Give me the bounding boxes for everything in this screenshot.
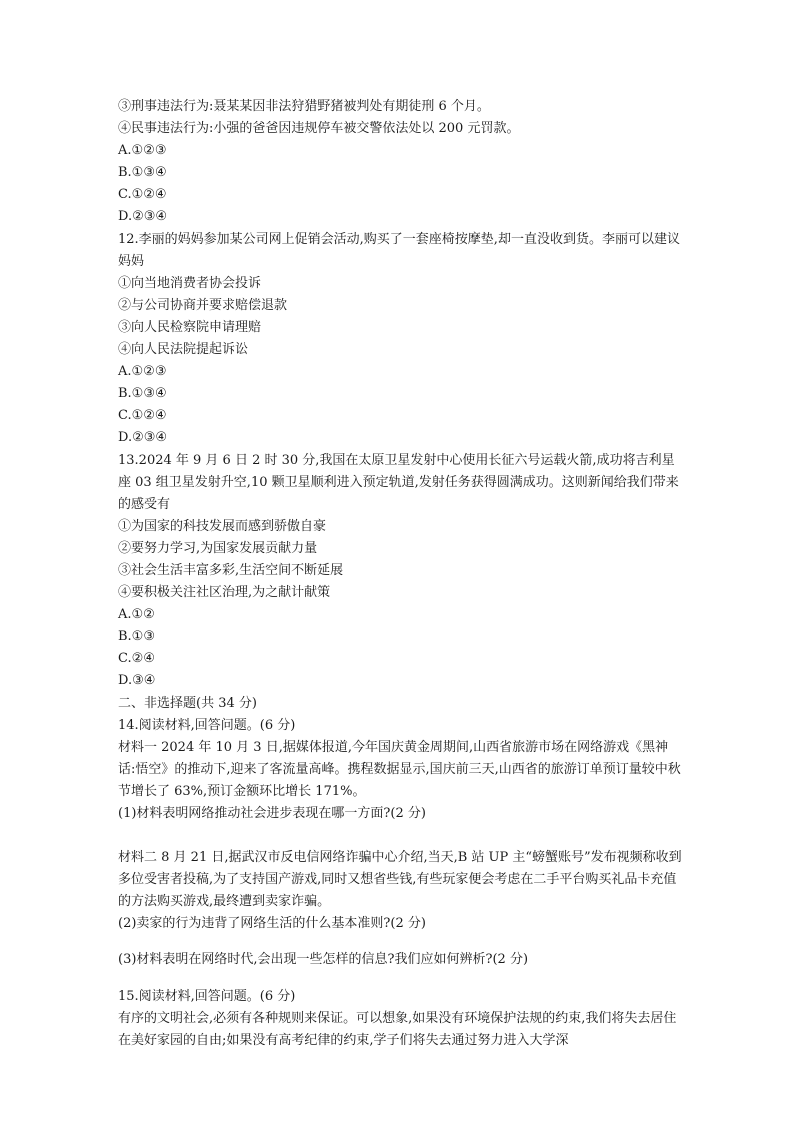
q11-option-a: A.①②③ bbox=[118, 143, 167, 159]
q13-option-b: B.①③ bbox=[118, 629, 155, 645]
q12-stem: 12.李丽的妈妈参加某公司网上促销会活动,购买了一套座椅按摩垫,却一直没收到货。李丽可以建议妈妈 bbox=[118, 231, 680, 269]
q12-option-c: C.①②④ bbox=[118, 408, 167, 424]
answer-space bbox=[118, 825, 684, 847]
q11-option-c: C.①②④ bbox=[118, 187, 167, 203]
q12-option-a: A.①②③ bbox=[118, 364, 167, 380]
q13-item-3: ③社会生活丰富多彩,生活空间不断延展 bbox=[118, 562, 344, 578]
q14-sub2: (2)卖家的行为违背了网络生活的什么基本准则?(2 分) bbox=[118, 916, 426, 932]
q11-option-d: D.②③④ bbox=[118, 209, 168, 225]
q14-sub1: (1)材料表明网络推动社会进步表现在哪一方面?(2 分) bbox=[118, 806, 426, 821]
q14-stem: 14.阅读材料,回答问题。(6 分) bbox=[118, 717, 296, 733]
q12-item-4: ④向人民法院提起诉讼 bbox=[118, 342, 249, 358]
q13-item-2: ②要努力学习,为国家发展贡献力量 bbox=[118, 540, 318, 556]
answer-space bbox=[118, 972, 684, 986]
q13-option-d: D.③④ bbox=[118, 673, 156, 689]
q15-stem: 15.阅读材料,回答问题。(6 分) bbox=[118, 988, 296, 1004]
q11-item-4: ④民事违法行为:小强的爸爸因违规停车被交警依法处以 200 元罚款。 bbox=[118, 121, 520, 137]
q13-option-a: A.①② bbox=[118, 607, 155, 623]
exam-page bbox=[118, 96, 684, 1052]
q13-option-c: C.②④ bbox=[118, 651, 155, 667]
q12-item-3: ③向人民检察院申请理赔 bbox=[118, 319, 262, 335]
q11-item-3: ③刑事违法行为:聂某某因非法狩猎野猪被判处有期徒刑 6 个月。 bbox=[118, 99, 490, 114]
q12-option-d: D.②③④ bbox=[118, 430, 168, 446]
q12-option-b: B.①③④ bbox=[118, 386, 167, 402]
section2-title: 二、非选择题(共 34 分) bbox=[118, 695, 257, 711]
q14-material2: 材料二 8 月 21 日,据武汉市反电信网络诈骗中心介绍,当天,B 站 UP 主“螃蟹账号”发布视频称收到多位受害者投稿,为了支持国产游戏,同时又想省些钱,有些玩家便会考虑在二手平台购买礼品卡充值的方法购买游戏,最终遭到卖家诈骗。 bbox=[118, 850, 682, 910]
answer-space bbox=[118, 935, 684, 949]
q11-option-b: B.①③④ bbox=[118, 165, 167, 181]
q13-item-4: ④要积极关注社区治理,为之献计献策 bbox=[118, 585, 331, 601]
q13-stem: 13.2024 年 9 月 6 日 2 时 30 分,我国在太原卫星发射中心使用长征六号运载火箭,成功将吉利星座 03 组卫星发射升空,10 颗卫星顺利进入预定轨道,发射任务获得圆满成功。这则新闻给我们带来的感受有 bbox=[118, 452, 679, 512]
q12-item-1: ①向当地消费者协会投诉 bbox=[118, 275, 262, 291]
q15-material: 有序的文明社会,必须有各种规则来保证。可以想象,如果没有环境保护法规的约束,我们将失去居住在美好家园的自由;如果没有高考纪律的约束,学子们将失去通过努力进入大学深 bbox=[118, 1010, 677, 1048]
q14-material1: 材料一 2024 年 10 月 3 日,据媒体报道,今年国庆黄金周期间,山西省旅游市场在网络游戏《黑神话:悟空》的推动下,迎来了客流量高峰。携程数据显示,国庆前三天,山西省的旅游订单预订量较中秋节增长了 63%,预订金额环比增长 171%。 bbox=[118, 739, 681, 799]
q12-item-2: ②与公司协商并要求赔偿退款 bbox=[118, 297, 288, 313]
q13-item-1: ①为国家的科技发展而感到骄傲自豪 bbox=[118, 518, 327, 534]
q14-sub3: (3)材料表明在网络时代,会出现一些怎样的信息?我们应如何辨析?(2 分) bbox=[118, 952, 529, 968]
